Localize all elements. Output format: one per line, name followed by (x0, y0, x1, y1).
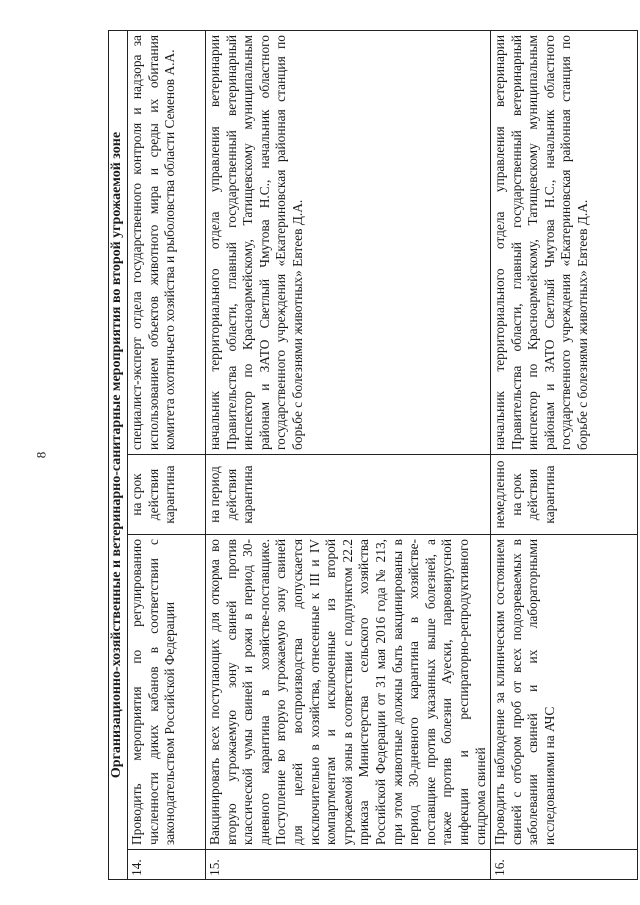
row-number: 15. (206, 850, 491, 880)
row-activity: Проводить мероприятия по регулированию численности диких кабанов в соответствии с законодательством Российской Федерации (128, 535, 206, 850)
row-activity: Проводить наблюдение за клиническим состоянием свиней с отбором проб от всех подозреваемых в заболевании свиней и их лабораторными исследованиями на АЧС (491, 535, 638, 850)
table-row (206, 31, 491, 880)
rotated-table-container (108, 30, 638, 880)
row-responsible: специалист-эксперт отдела государственного контроля и надзора за использованием объектов животного мира и среды их обитания комитета охотничьего хозяйства и рыболовства области Семенов А.А. (128, 31, 206, 455)
section-title: Организационно-хозяйственные и ветеринарно-санитарные мероприятия во второй угрожаемой зоне (109, 31, 128, 880)
row-responsible: начальник территориального отдела управления ветеринарии Правительства области, главный государственный ветеринарный инспектор по Красноармейскому, Татищевскому муниципальным районам и ЗАТО Светлый Чмутова Н.С., начальник областного государственного учреждения «Екатериновская районная станция по борьбе с болезнями животных» Евтеев Д.А. (206, 31, 491, 455)
row-term: на период действия карантина (206, 455, 491, 535)
row-term: немедленно на срок действия карантина (491, 455, 638, 535)
row-number: 16. (491, 850, 638, 880)
row-number: 14. (128, 850, 206, 880)
row-responsible: начальник территориального отдела управления ветеринарии Правительства области, главный государственный ветеринарный инспектор по Красноармейскому, Татищевскому муниципальным районам и ЗАТО Светлый Чмутова Н.С., начальник областного государственного учреждения «Екатериновская районная станция по борьбе с болезнями животных» Евтеев Д.А. (491, 31, 638, 455)
table-row (128, 31, 206, 880)
table-row (491, 31, 638, 880)
row-activity: Вакцинировать всех поступающих для откорма во вторую угрожаемую зону свиней против классической чумы свиней и рожи в период 30-дневного карантина в хозяйстве-поставщике. Поступление во вторую угрожаемую зону свиней для целей воспроизводства допускается исключительно в хозяйства, отнесенные к III и IV компартментам и исключенные из второй угрожаемой зоны в соответствии с подпунктом 22.2 приказа Министерства сельского хозяйства Российской Федерации от 31 мая 2016 года № 213, при этом животные должны быть вакцинированы в период 30-дневного карантина в хозяйстве-поставщике против указанных выше болезней, а также против болезни Ауески, парвовирусной инфекции и респираторно-репродуктивного синдрома свиней (206, 535, 491, 850)
section-header-row (109, 31, 128, 880)
page-number: 8 (33, 451, 49, 459)
row-term: на срок действия карантина (128, 455, 206, 535)
measures-table (108, 30, 638, 880)
